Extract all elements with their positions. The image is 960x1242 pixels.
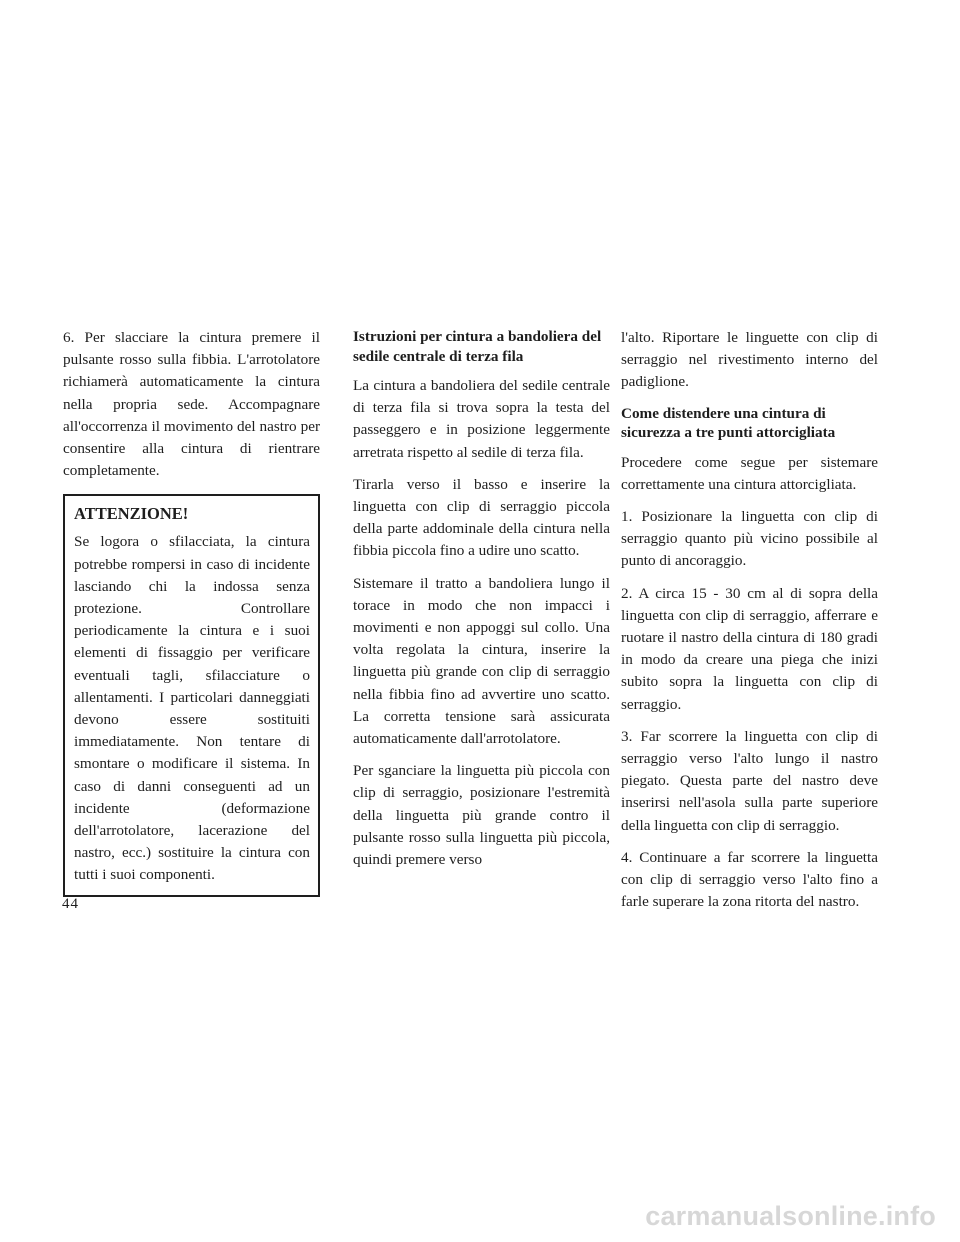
watermark: carmanualsonline.info bbox=[645, 1201, 936, 1231]
continuation-paragraph: l'alto. Riportare le linguette con clip di serraggio nel rivestimento interno del padiglione. bbox=[621, 329, 878, 391]
body-paragraph: Tirarla verso il basso e inserire la linguetta con clip di serraggio piccola della parte addominale della cintura nella fibbia piccola fino a udire uno scatto. bbox=[353, 475, 610, 560]
intro-paragraph: Procedere come segue per sistemare correttamente una cintura attorcigliata. bbox=[621, 453, 878, 493]
body-paragraph: Sistemare il tratto a bandoliera lungo il torace in modo che non impacci i movimenti e non appoggi sul collo. Una volta regolata la cintura, inserire la linguetta più grande con clip di serraggio nella fibbia fino ad avvertire uno scatto. La corretta tensione sarà assicurata automaticamente dall'arrotolatore. bbox=[353, 574, 610, 748]
page-number: 44 bbox=[62, 896, 79, 912]
section-heading-twisted-belt: Come distendere una cintura di sicurezza a tre punti attorcigliata bbox=[621, 404, 836, 442]
warning-title: ATTENZIONE! bbox=[74, 504, 189, 524]
step-paragraph: 2. A circa 15 - 30 cm al di sopra della linguetta con clip di serraggio, afferrare e ruotare il nastro della cintura di 180 gradi in modo da creare una piega che inizi subito sopra la linguetta con clip di serraggio. bbox=[621, 584, 878, 713]
step-paragraph: 1. Posizionare la linguetta con clip di serraggio quanto più vicino possibile al punto di ancoraggio. bbox=[621, 508, 878, 570]
body-paragraph: Per sganciare la linguetta più piccola con clip di serraggio, posizionare l'estremità della linguetta più grande contro il pulsante rosso sulla linguetta più piccola, quindi premere verso bbox=[353, 762, 610, 869]
step-paragraph: 3. Far scorrere la linguetta con clip di serraggio verso l'alto lungo il nastro piegato. Questa parte del nastro deve inserirsi nell'asola sulla parte superiore della linguetta con clip di serraggio. bbox=[621, 727, 878, 834]
body-paragraph: La cintura a bandoliera del sedile centrale di terza fila si trova sopra la testa del passeggero e in posizione leggermente arretrata rispetto al sedile di terza fila. bbox=[353, 377, 610, 461]
right-column bbox=[621, 327, 878, 923]
step-6-paragraph: 6. Per slacciare la cintura premere il pulsante rosso sulla fibbia. L'arrotolatore richiamerà automaticamente la cintura nella propria sede. Accompagnare all'occorrenza il movimento del nastro per consentire alla cintura di rientrare completamente. bbox=[63, 329, 320, 480]
step-paragraph: 4. Continuare a far scorrere la linguetta con clip di serraggio verso l'alto fino a farle superare la zona ritorta del nastro. bbox=[621, 848, 878, 911]
section-heading-center-seat-belt: Istruzioni per cintura a bandoliera del sedile centrale di terza fila bbox=[353, 328, 602, 365]
warning-text: Se logora o sfilacciata, la cintura potrebbe rompersi in caso di incidente lasciando chi la indossa senza protezione. Controllare periodicamente la cintura e i suoi elementi di fissaggio per verificare eventuali tagli, sfilacciature o allentamenti. I particolari danneggiati devono essere sostituiti immediatamente. Non tentare di smontare o modificare il sistema. In caso di danni conseguenti ad un incidente (deformazione dell'arrotolatore, lacerazione del nastro, ecc.) sostituire la cintura con tutti i suoi componenti. bbox=[74, 533, 310, 884]
left-column bbox=[63, 327, 320, 897]
middle-column bbox=[353, 327, 610, 881]
warning-box bbox=[63, 494, 320, 896]
